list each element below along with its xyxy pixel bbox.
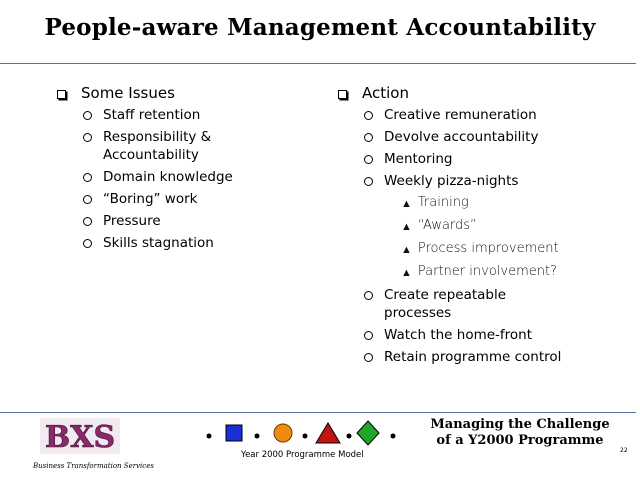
company-name: Business Transformation Services xyxy=(33,462,154,470)
dot-icon xyxy=(303,434,308,439)
dot-icon xyxy=(255,434,260,439)
page-number: 22 xyxy=(620,447,628,454)
list-item: Skills stagnation xyxy=(55,234,315,252)
list-item: Mentoring xyxy=(336,150,626,168)
triangle-bullet-icon: ▲ xyxy=(401,220,412,233)
issues-list xyxy=(55,106,315,252)
circle-bullet-icon xyxy=(364,111,373,120)
bxs-logo xyxy=(40,416,120,456)
green-diamond-icon xyxy=(357,421,379,445)
list-item: “Boring” work xyxy=(55,190,315,208)
model-label: Year 2000 Programme Model xyxy=(241,450,364,460)
list-item: Create repeatable processes xyxy=(336,286,626,322)
list-item: Domain knowledge xyxy=(55,168,315,186)
circle-bullet-icon xyxy=(364,155,373,164)
list-item: Creative remuneration xyxy=(336,106,626,124)
dot-icon xyxy=(391,434,396,439)
sub-list-item: ▲ Process improvement xyxy=(336,240,626,259)
triangle-bullet-icon: ▲ xyxy=(401,266,412,279)
action-heading-label: Action xyxy=(362,84,409,102)
dot-icon xyxy=(207,434,212,439)
programme-model-graphic xyxy=(195,416,415,450)
circle-bullet-icon xyxy=(83,195,92,204)
action-column xyxy=(336,84,626,370)
circle-bullet-icon xyxy=(364,353,373,362)
list-item: Weekly pizza-nights xyxy=(336,172,626,190)
square-bullet-icon xyxy=(57,90,66,99)
top-divider xyxy=(0,63,636,64)
issues-heading xyxy=(55,84,315,102)
circle-bullet-icon xyxy=(83,133,92,142)
slide-title: People-aware Management Accountability xyxy=(44,14,596,41)
triangle-bullet-icon: ▲ xyxy=(401,243,412,256)
list-item: Staff retention xyxy=(55,106,315,124)
blue-square-icon xyxy=(226,425,242,441)
square-bullet-icon xyxy=(338,90,347,99)
footer-title: Managing the Challenge of a Y2000 Programme xyxy=(430,417,610,448)
circle-bullet-icon xyxy=(83,173,92,182)
circle-bullet-icon xyxy=(364,291,373,300)
sub-list-item: ▲ Partner involvement? xyxy=(336,263,626,282)
list-item: Retain programme control xyxy=(336,348,626,366)
list-item: Devolve accountability xyxy=(336,128,626,146)
bottom-divider xyxy=(0,412,636,413)
dot-icon xyxy=(347,434,352,439)
action-list xyxy=(336,106,626,366)
issues-heading-label: Some Issues xyxy=(81,84,175,102)
circle-bullet-icon xyxy=(83,239,92,248)
red-triangle-icon xyxy=(316,423,340,443)
list-item: Responsibility & Accountability xyxy=(55,128,315,164)
circle-bullet-icon xyxy=(364,177,373,186)
logo-text: BXS xyxy=(44,420,116,455)
list-item: Pressure xyxy=(55,212,315,230)
sub-list-item: ▲ Training xyxy=(336,194,626,213)
circle-bullet-icon xyxy=(83,217,92,226)
issues-column xyxy=(55,84,315,256)
list-item: Watch the home-front xyxy=(336,326,626,344)
circle-bullet-icon xyxy=(83,111,92,120)
circle-bullet-icon xyxy=(364,331,373,340)
sub-list-item: ▲ “Awards” xyxy=(336,217,626,236)
circle-bullet-icon xyxy=(364,133,373,142)
action-heading xyxy=(336,84,626,102)
orange-circle-icon xyxy=(274,424,292,442)
triangle-bullet-icon: ▲ xyxy=(401,197,412,210)
